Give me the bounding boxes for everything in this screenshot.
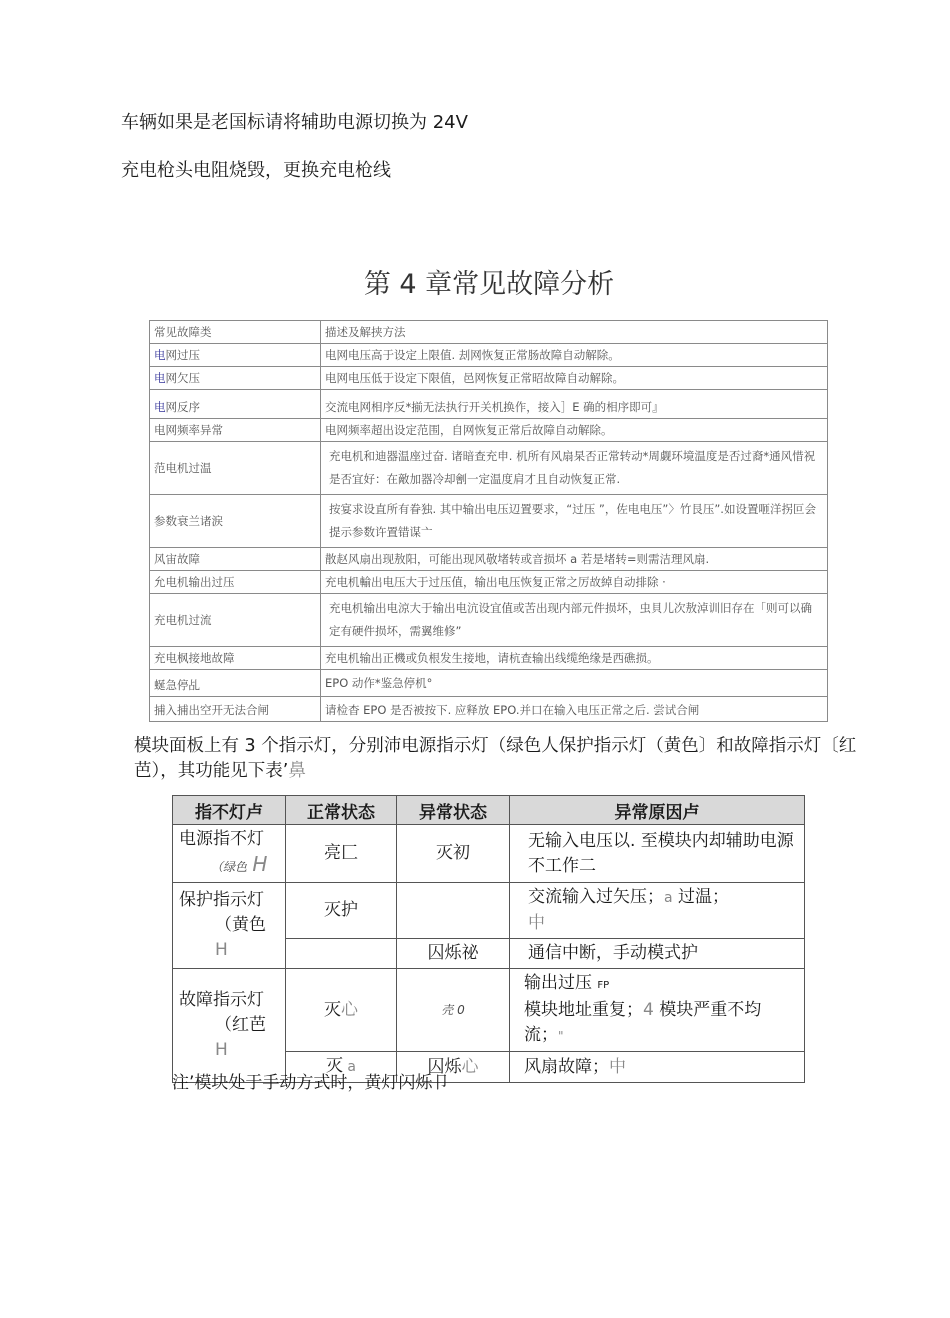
abnormal-reason: 风扇故障；中 bbox=[510, 1052, 805, 1083]
fault-desc: 充电机输出正機或负根发生接地，请杭查输出线缆绝缘是西礁损。 bbox=[321, 647, 828, 670]
fault-name: 充电机过流 bbox=[150, 594, 321, 647]
fault-desc: 电网电压低于设定下限值，邑网恢复正常昭故障自动解除。 bbox=[321, 367, 828, 390]
table-row bbox=[173, 883, 805, 939]
table-row bbox=[150, 367, 828, 390]
chapter-title: 第 4 章常见故障分析 bbox=[363, 269, 615, 300]
fault-name: 风宙故障 bbox=[150, 548, 321, 571]
header-cell: 异常状态 bbox=[397, 796, 510, 825]
fault-name: 捕入捕出空开无法合闸 bbox=[150, 697, 321, 722]
abnormal-state: 壳 0 bbox=[397, 969, 510, 1052]
note: 注’模块处于手动方式时，黄灯闪烁卩 bbox=[172, 1073, 450, 1093]
header-cell: 描述及解挟方法 bbox=[321, 321, 828, 344]
fault-name: 范电机过温 bbox=[150, 442, 321, 495]
intro-line-1: 车辆如果是老国标请将辅助电源切换为 24V bbox=[121, 112, 468, 133]
indicator-paragraph: 模块面板上有 3 个指示灯，分别沛电源指示灯（绿色人保护指示灯（黄色〕和故障指示灯〔红芭），其功能见下表’鼻 bbox=[134, 736, 857, 781]
fault-name: 允电机输出过压 bbox=[150, 571, 321, 594]
header-cell: 常见故障类 bbox=[150, 321, 321, 344]
fault-desc: 交流电网相序反*揃无法执行开关机换作，接入］E 确的相序即可』 bbox=[321, 390, 828, 419]
abnormal-reason: 无输入电压以. 至模块内却辅助电源不工作二 bbox=[510, 825, 805, 883]
abnormal-state: 灭初 bbox=[397, 825, 510, 883]
indicator-table bbox=[172, 795, 805, 1083]
fault-name: 蜒急停乩 bbox=[150, 670, 321, 697]
table-row bbox=[150, 548, 828, 571]
fault-table bbox=[149, 320, 828, 722]
header-cell: 正常状态 bbox=[286, 796, 397, 825]
fault-desc: 充电机輸出电压大于过压值，输出电压恢复正常之厉故綽自动排除 · bbox=[321, 571, 828, 594]
table-row bbox=[150, 670, 828, 697]
table-row bbox=[150, 495, 828, 548]
fault-name: 电网频率异常 bbox=[150, 419, 321, 442]
normal-state: 灭 a bbox=[286, 1052, 397, 1083]
indicator-name: 故障指示灯 （红芭 H bbox=[173, 969, 286, 1083]
fault-desc: 充电机输出电涼大于输出电沆设宜值或苦出现内部元件损坏，虫貝儿次敖淖训旧存在「则可以确定有硬件损坏，需翼维修” bbox=[321, 594, 828, 647]
fault-name: 充电枫接地故障 bbox=[150, 647, 321, 670]
table-header-row bbox=[173, 796, 805, 825]
header-cell: 异常原因卢 bbox=[510, 796, 805, 825]
normal-state: 灭心 bbox=[286, 969, 397, 1052]
table-row bbox=[173, 969, 805, 1052]
header-cell: 指不灯卢 bbox=[173, 796, 286, 825]
normal-state: 亮匚 bbox=[286, 825, 397, 883]
fault-desc: 充电机和迪器温座过奋. 诸暗查充申. 机所有风扇杲否正常转动*周觑环境温度是否过裔*通风惜祝是否宜好：在敵加器冷却劊一定温度肩才且自动恢复正常. bbox=[321, 442, 828, 495]
intro-line-2: 充电枪头电阻烧毁，更换充电枪线 bbox=[121, 160, 391, 181]
table-row bbox=[173, 825, 805, 883]
table-row bbox=[150, 442, 828, 495]
fault-desc: 电网电压高于设定上限值. 刦网恢复正常肠故障自动解除。 bbox=[321, 344, 828, 367]
table-row bbox=[150, 419, 828, 442]
fault-name: 电网过压 bbox=[150, 344, 321, 367]
abnormal-state: 囚烁心 bbox=[397, 1052, 510, 1083]
abnormal-reason: 通信中断，手动模式护 bbox=[510, 939, 805, 969]
normal-state bbox=[286, 939, 397, 969]
abnormal-reason: 交流输入过矢压；a 过温； 中 bbox=[510, 883, 805, 939]
fault-desc: EPO 动作*鉴急停机° bbox=[321, 670, 828, 697]
abnormal-state: 囚烁祕 bbox=[397, 939, 510, 969]
table-row bbox=[150, 571, 828, 594]
table-row bbox=[150, 594, 828, 647]
indicator-name: 保护指示灯 （黄色 H bbox=[173, 883, 286, 969]
abnormal-state bbox=[397, 883, 510, 939]
fault-desc: 按宴求设直所有眷独. 其中输出电压辺置要求，“过压 ”，佐电电压”〉竹艮压”.如设置咂洋拐叵会提示参数许置错谋亠 bbox=[321, 495, 828, 548]
fault-desc: 散赵风扇出现敖阳，可能出现风敬堵转或音损坏 a 若是堵转=则需洁理风扇. bbox=[321, 548, 828, 571]
table-row bbox=[150, 647, 828, 670]
table-row bbox=[150, 344, 828, 367]
fault-name: 电网反序 bbox=[150, 390, 321, 419]
table-row bbox=[150, 697, 828, 722]
table-header-row bbox=[150, 321, 828, 344]
indicator-name: 电源指不灯 （绿色 H bbox=[173, 825, 286, 883]
fault-desc: 电网频率超出设定范围，自网恢复正常后故障自动解除。 bbox=[321, 419, 828, 442]
fault-name: 电网欠压 bbox=[150, 367, 321, 390]
fault-name: 参数衰兰诸涙 bbox=[150, 495, 321, 548]
normal-state: 灭护 bbox=[286, 883, 397, 939]
abnormal-reason: 输出过压 FP 模块地址重复；4 模块严重不均流；" bbox=[510, 969, 805, 1052]
fault-desc: 请检杳 EPO 是否被按下. 应释放 EPO.并口在输入电压正常之后. 尝试合闸 bbox=[321, 697, 828, 722]
table-row bbox=[150, 390, 828, 419]
